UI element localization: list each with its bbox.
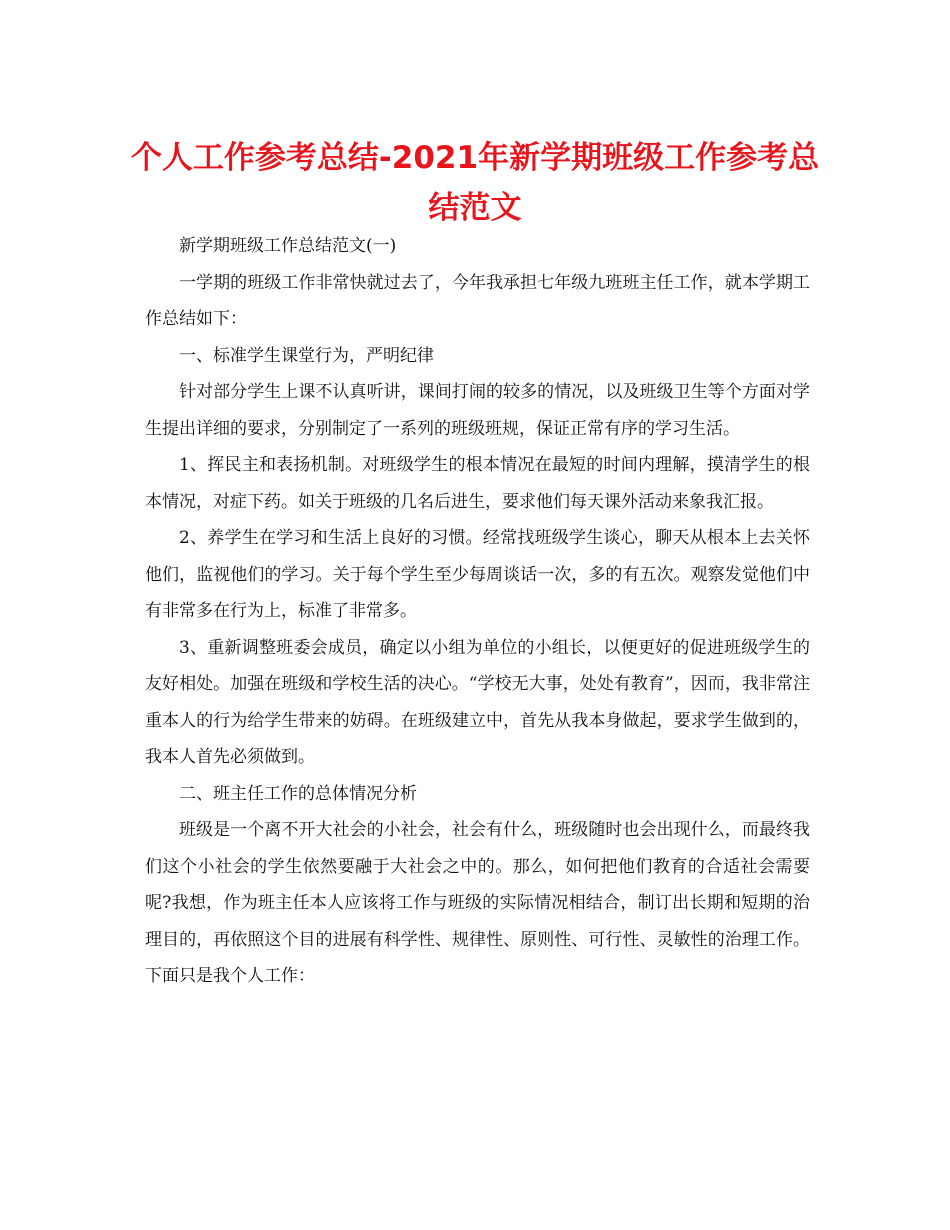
- list-item: 1、挥民主和表扬机制。对班级学生的根本情况在最短的时间内理解，摸清学生的根本情况，对症下药。如关于班级的几名后进生，要求他们每天课外活动来象我汇报。: [145, 455, 810, 512]
- document-title: 个人工作参考总结-2021年新学期班级工作参考总结范文: [130, 140, 820, 226]
- document-body: [145, 228, 810, 995]
- section-heading-2: 二、班主任工作的总体情况分析: [179, 783, 417, 804]
- section-heading-1: 一、标准学生课堂行为，严明纪律: [179, 345, 434, 366]
- paragraph-intro: 一学期的班级工作非常快就过去了，今年我承担七年级九班班主任工作，就本学期工作总结如下：: [145, 272, 810, 329]
- list-item: 2、养学生在学习和生活上良好的习惯。经常找班级学生谈心，聊天从根本上去关怀他们，监视他们的学习。关于每个学生至少每周谈话一次，多的有五次。观察发觉他们中有非常多在行为上，标准了非常多。: [145, 528, 810, 621]
- paragraph: 班级是一个离不开大社会的小社会，社会有什么，班级随时也会出现什么，而最终我们这个小社会的学生依然要融于大社会之中的。那么，如何把他们教育的合适社会需要呢?我想，作为班主任本人应该将工作与班级的实际情况相结合，制订出长期和短期的治理目的，再依照这个目的进展有科学性、规律性、原则性、可行性、灵敏性的治理工作。下面只是我个人工作：: [145, 820, 810, 986]
- paragraph-subtitle: 新学期班级工作总结范文(一): [179, 236, 397, 256]
- paragraph: 针对部分学生上课不认真听讲，课间打闹的较多的情况，以及班级卫生等个方面对学生提出详细的要求，分别制定了一系列的班级班规，保证正常有序的学习生活。: [145, 382, 810, 439]
- list-item: 3、重新调整班委会成员，确定以小组为单位的小组长，以便更好的促进班级学生的友好相处。加强在班级和学校生活的决心。“学校无大事，处处有教育”，因而，我非常注重本人的行为给学生带来的妨碍。在班级建立中，首先从我本身做起，要求学生做到的，我本人首先必须做到。: [145, 637, 810, 767]
